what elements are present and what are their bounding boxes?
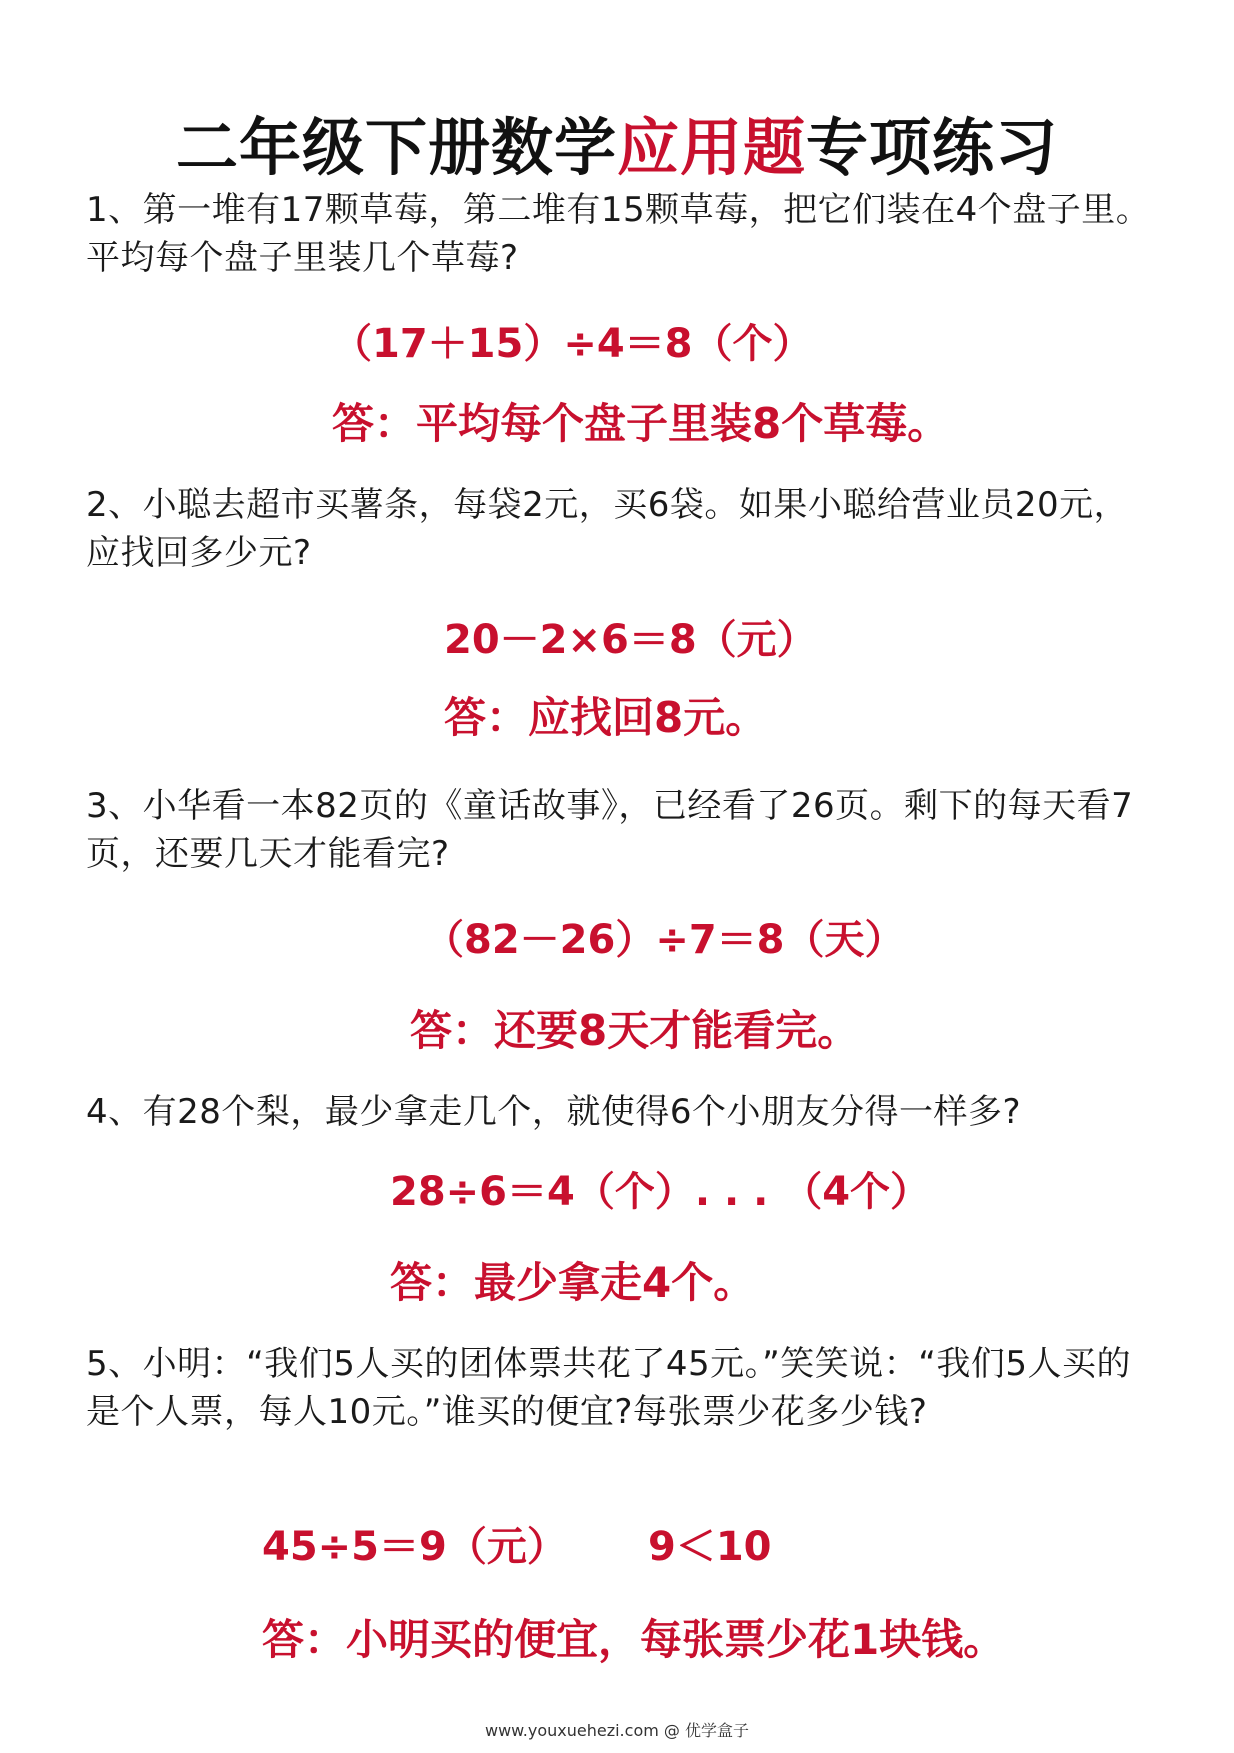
problem-3-answer: 答：还要8天才能看完。: [410, 1006, 860, 1055]
problem-2-answer: 答：应找回8元。: [444, 693, 768, 742]
problem-3-equation: （82－26）÷7＝8（天）: [424, 917, 905, 963]
title-part-2-highlight: 应用题: [616, 111, 806, 184]
problem-4-equation: 28÷6＝4（个）. . . （4个）: [390, 1169, 931, 1215]
title-part-3: 专项练习: [806, 111, 1059, 184]
problem-2-question: 2、小聪去超市买薯条，每袋2元，买6袋。如果小聪给营业员20元，应找回多少元?: [86, 485, 1129, 573]
problem-5-comparison: 9＜10: [648, 1524, 772, 1570]
footer-watermark: www.youxuehezi.com @ 优学盒子: [485, 1721, 749, 1740]
title-part-1: 二年级下册数学: [175, 111, 617, 184]
problem-1-question: 1、第一堆有17颗草莓，第二堆有15颗草莓，把它们装在4个盘子里。平均每个盘子里装几个草莓?: [86, 190, 1151, 278]
problem-3-question: 3、小华看一本82页的《童话故事》，已经看了26页。剩下的每天看7页，还要几天才能看完?: [86, 786, 1134, 874]
problem-2-equation: 20－2×6＝8（元）: [444, 617, 817, 663]
problem-1-answer: 答：平均每个盘子里装8个草莓。: [332, 399, 950, 448]
problem-1-equation: （17＋15）÷4＝8（个）: [332, 321, 813, 367]
problem-5-equation: 45÷5＝9（元）: [262, 1524, 567, 1570]
problem-4-question: 4、有28个梨，最少拿走几个，就使得6个小朋友分得一样多?: [86, 1092, 1022, 1132]
problem-5-question: 5、小明：“我们5人买的团体票共花了45元。”笑笑说：“我们5人买的是个人票，每人10元。”谁买的便宜?每张票少花多少钱?: [86, 1344, 1131, 1432]
page-title: [0, 108, 1234, 188]
problem-5-answer: 答：小明买的便宜，每张票少花1块钱。: [262, 1615, 1006, 1664]
problem-4-answer: 答：最少拿走4个。: [390, 1258, 756, 1307]
